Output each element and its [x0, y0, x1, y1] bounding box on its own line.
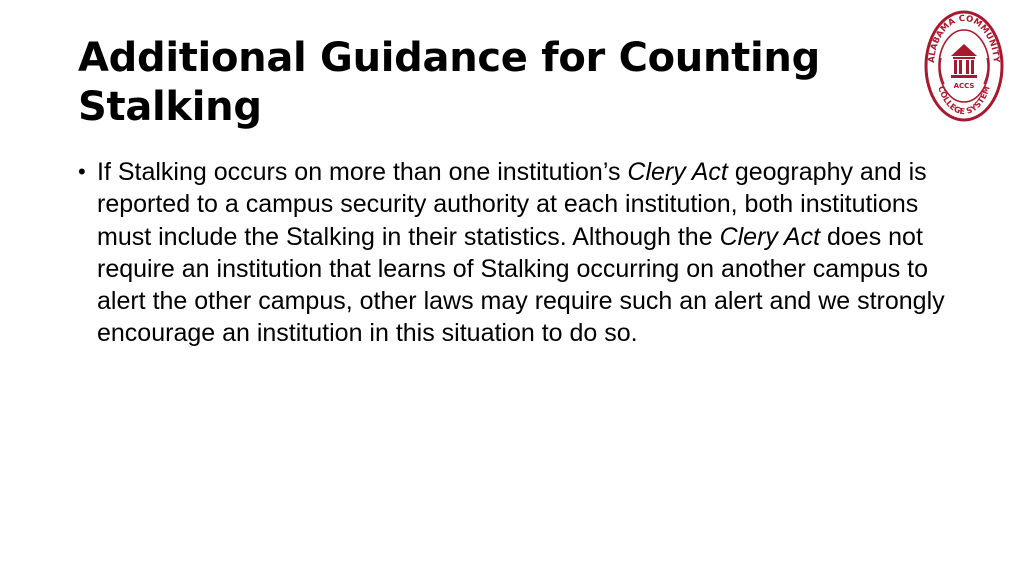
logo-center-text: ACCS — [953, 82, 975, 90]
building-icon — [951, 44, 977, 78]
bullet-icon: • — [78, 159, 86, 184]
text-segment: does not require an institution that learns of Stalking occurring on another campus to alert the other campus, other laws may require such an alert and we strongly encourage an institution in this situation to do so. — [97, 222, 945, 348]
text-segment: If Stalking occurs on more than one institution’s — [97, 158, 628, 186]
laurel-icon — [940, 58, 988, 84]
text-segment-italic: Clery Act — [627, 158, 728, 186]
accs-logo — [924, 10, 1004, 122]
text-segment: geography and is reported to a campus security authority at each institution, both institutions must include the Stalking in their statistics. Although the — [97, 158, 927, 251]
text-segment-italic: Clery Act — [719, 222, 821, 251]
bullet-list — [78, 156, 958, 350]
logo-ring-text-bottom: COLLEGE SYSTEM — [936, 85, 992, 117]
slide-title: Additional Guidance for Counting Stalking — [78, 35, 820, 130]
list-item — [78, 156, 958, 350]
logo-ring-text-top: ALABAMA COMMUNITY — [927, 13, 1001, 64]
logo-outer-ring — [926, 12, 1002, 120]
bullet-text — [97, 158, 945, 347]
